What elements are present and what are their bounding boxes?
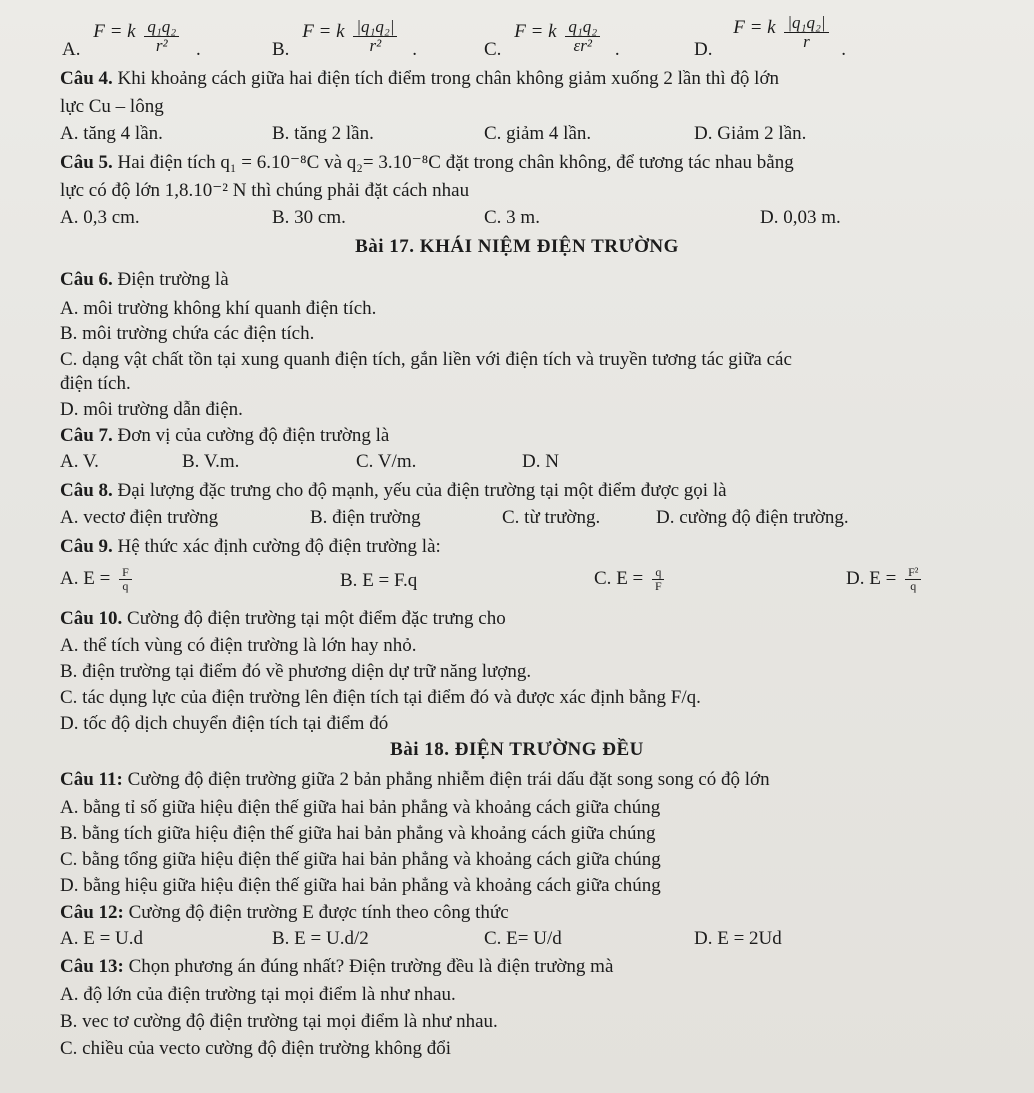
q7-option-a: A. V. (60, 451, 99, 472)
question-5: Câu 5. Hai điện tích q₁ = 6.10⁻⁸C và q₂= 3.10⁻⁸C đặt trong chân không, để tương tác nhau bằng (60, 152, 794, 173)
q5-option-b: B. 30 cm. (272, 207, 346, 228)
q12-option-b: B. E = U.d/2 (272, 928, 369, 949)
question-11: Câu 11: Cường độ điện trường giữa 2 bản phẳng nhiễm điện trái dấu đặt song song có độ lớn (60, 769, 770, 790)
q7-option-b: B. V.m. (182, 451, 240, 472)
top-option-b: B. F = k $\frac{\text{|q₁q₂|}}{\text{r²}}$ . (272, 17, 417, 60)
q8-option-a: A. vectơ điện trường (60, 507, 219, 528)
question-5-cont: lực có độ lớn 1,8.10⁻² N thì chúng phải đặt cách nhau (60, 180, 470, 201)
question-9: Câu 9. Hệ thức xác định cường độ điện trường là: (60, 536, 441, 557)
top-option-d: D. F = k $\frac{\text{|q₁q₂|}}{r}$ . (694, 13, 847, 60)
q10-option-a: A. thể tích vùng có điện trường là lớn hay nhỏ. (60, 635, 417, 656)
q6-option-a: A. môi trường không khí quanh điện tích. (60, 298, 377, 319)
question-13: Câu 13: Chọn phương án đúng nhất? Điện trường đều là điện trường mà (60, 956, 614, 977)
q6-option-c-cont: điện tích. (60, 373, 131, 394)
question-6: Câu 6. Điện trường là (60, 269, 229, 290)
q9-option-a: A. E = $\frac{F}{q}$ (60, 566, 132, 593)
q9-option-c: C. E = $\frac{q}{F}$ (594, 566, 665, 593)
question-12: Câu 12: Cường độ điện trường E được tính theo công thức (60, 902, 509, 923)
q10-option-b: B. điện trường tại điểm đó về phương diện dự trữ năng lượng. (60, 661, 532, 682)
question-8: Câu 8. Đại lượng đặc trưng cho độ mạnh, yếu của điện trường tại một điểm được gọi là (60, 480, 727, 501)
top-option-a: A. F = k $\frac{\text{q₁q₂}}{\text{r²}}$ . (62, 17, 201, 60)
q13-option-b: B. vec tơ cường độ điện trường tại mọi điểm là như nhau. (60, 1011, 498, 1032)
q10-option-c: C. tác dụng lực của điện trường lên điện tích tại điểm đó và được xác định bằng F/q. (60, 687, 701, 708)
q13-option-c: C. chiều của vecto cường độ điện trường không đổi (60, 1038, 452, 1059)
q6-option-c: C. dạng vật chất tồn tại xung quanh điện tích, gắn liền với điện tích và truyền tương tác giữa các (60, 349, 792, 370)
q8-option-c: C. từ trường. (502, 507, 601, 528)
q9-option-b: B. E = F.q (340, 570, 418, 591)
question-7: Câu 7. Đơn vị của cường độ điện trường là (60, 425, 390, 446)
q8-option-b: B. điện trường (310, 507, 421, 528)
q12-option-a: A. E = U.d (60, 928, 144, 949)
q11-option-d: D. bằng hiệu giữa hiệu điện thế giữa hai bản phẳng và khoảng cách giữa chúng (60, 875, 661, 896)
question-4: Câu 4. Khi khoảng cách giữa hai điện tích điểm trong chân không giảm xuống 2 lần thì độ lớn (60, 68, 780, 89)
q12-option-c: C. E= U/d (484, 928, 562, 949)
q6-option-b: B. môi trường chứa các điện tích. (60, 323, 315, 344)
q12-option-d: D. E = 2Ud (694, 928, 782, 949)
q13-option-a: A. độ lớn của điện trường tại mọi điểm là như nhau. (60, 984, 456, 1005)
section-18-title: Bài 18. ĐIỆN TRƯỜNG ĐỀU (390, 739, 644, 760)
q7-option-d: D. N (522, 451, 559, 472)
q9-option-d: D. E = $\frac{\text{F²}}{q}$ (846, 566, 921, 593)
q4-option-a: A. tăng 4 lần. (60, 123, 163, 144)
q5-option-c: C. 3 m. (484, 207, 540, 228)
question-4-cont: lực Cu – lông (60, 96, 164, 117)
q7-option-c: C. V/m. (356, 451, 417, 472)
q4-option-c: C. giảm 4 lần. (484, 123, 592, 144)
q11-option-a: A. bằng tỉ số giữa hiệu điện thế giữa hai bản phẳng và khoảng cách giữa chúng (60, 797, 661, 818)
q8-option-d: D. cường độ điện trường. (656, 507, 849, 528)
q10-option-d: D. tốc độ dịch chuyển điện tích tại điểm đó (60, 713, 389, 734)
top-option-c: C. F = k $\frac{\text{q₁q₂}}{\text{εr²}}$ . (484, 17, 620, 60)
question-10: Câu 10. Cường độ điện trường tại một điểm đặc trưng cho (60, 608, 506, 629)
q4-option-b: B. tăng 2 lần. (272, 123, 374, 144)
q6-option-d: D. môi trường dẫn điện. (60, 399, 243, 420)
section-17-title: Bài 17. KHÁI NIỆM ĐIỆN TRƯỜNG (355, 236, 679, 257)
q5-option-a: A. 0,3 cm. (60, 207, 140, 228)
q5-option-d: D. 0,03 m. (760, 207, 841, 228)
q11-option-b: B. bằng tích giữa hiệu điện thế giữa hai bản phẳng và khoảng cách giữa chúng (60, 823, 656, 844)
q11-option-c: C. bằng tổng giữa hiệu điện thế giữa hai bản phẳng và khoảng cách giữa chúng (60, 849, 661, 870)
q4-option-d: D. Giảm 2 lần. (694, 123, 807, 144)
